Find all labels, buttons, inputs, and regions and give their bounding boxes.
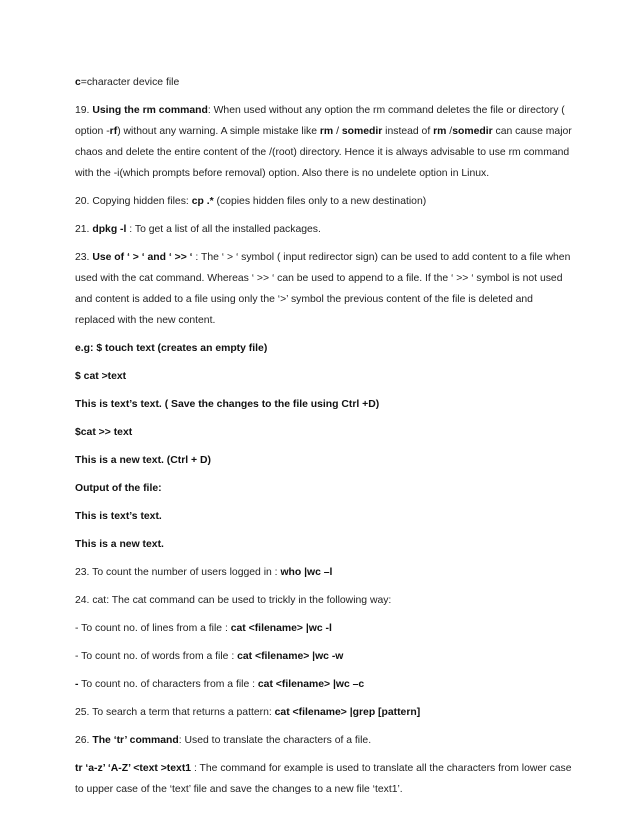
- text: 25. To search a term that returns a pattern:: [75, 707, 275, 718]
- list-item-count-lines: [75, 618, 575, 639]
- paragraph-19-rm-command: [75, 100, 575, 184]
- bold-text: c: [75, 77, 81, 88]
- example-cat-append: [75, 422, 575, 443]
- text: (copies hidden files only to a new destination): [213, 196, 427, 207]
- bold-text: somedir: [341, 126, 383, 137]
- text: 24. cat: The cat command can be used to trickly in the following way:: [75, 595, 392, 606]
- text: /: [446, 126, 453, 137]
- paragraph-21-dpkg: [75, 219, 575, 240]
- bold-text: Use of ‘ > ‘ and ‘ >> ‘: [92, 252, 193, 263]
- bold-text: rm: [433, 126, 447, 137]
- bold-text: cat <filename> |wc –c: [257, 679, 365, 690]
- bold-text: e.g: $ touch text (creates an empty file): [75, 343, 268, 354]
- output-line-1: [75, 506, 575, 527]
- text: : When used without any option the rm command deletes the file or directory ( option -: [75, 105, 565, 137]
- bold-text: This is text’s text.: [75, 511, 162, 522]
- text: 23.: [75, 252, 93, 263]
- bold-text: rm: [319, 126, 334, 137]
- bold-text: cat <filename> |wc -w: [237, 651, 344, 662]
- output-heading: [75, 478, 575, 499]
- example-cat-write: [75, 366, 575, 387]
- text: /: [333, 126, 342, 137]
- bold-text: cp .*: [191, 196, 214, 207]
- bold-text: -: [75, 679, 79, 690]
- paragraph-26-tr: [75, 730, 575, 751]
- text: : Used to translate the characters of a file.: [178, 735, 372, 746]
- text: 20. Copying hidden files:: [75, 196, 192, 207]
- text: 19.: [75, 105, 93, 116]
- bold-text: $ cat >text: [75, 371, 127, 382]
- bold-text: who |wc –l: [280, 567, 333, 578]
- bold-text: $cat >> text: [75, 427, 133, 438]
- paragraph-24-cat: [75, 590, 575, 611]
- bold-text: rf: [109, 126, 118, 137]
- bold-text: tr ‘a-z’ ‘A-Z’ <text >text1: [75, 763, 192, 774]
- bold-text: This is text’s text. ( Save the changes to the file using Ctrl +D): [75, 399, 380, 410]
- bold-text: This is a new text. (Ctrl + D): [75, 455, 211, 466]
- text: =character device file: [80, 77, 180, 88]
- paragraph-23-count-users: [75, 562, 575, 583]
- text: can cause major chaos and delete the entire content of the /(root) directory. Hence it is always advisable to use rm command with the -i(which prompts before removal) option. Also there is no undelete option in Linux.: [75, 126, 572, 179]
- paragraph-25-grep: [75, 702, 575, 723]
- bold-text: This is a new text.: [75, 539, 164, 550]
- bold-text: Using the rm command: [92, 105, 208, 116]
- text: 21.: [75, 224, 93, 235]
- text: - To count no. of lines from a file :: [75, 623, 231, 634]
- bold-text: The ‘tr’ command: [92, 735, 179, 746]
- text: - To count no. of words from a file :: [75, 651, 238, 662]
- text: : To get a list of all the installed packages.: [126, 224, 321, 235]
- bold-text: somedir: [452, 126, 493, 137]
- document-body: [75, 72, 575, 800]
- text: : The command for example is used to translate all the characters from lower case to upper case of the ‘text’ file and save the changes to a new file ‘text1’.: [75, 763, 572, 795]
- bold-text: cat <filename> |grep [pattern]: [274, 707, 421, 718]
- text: 26.: [75, 735, 93, 746]
- text: ) without any warning. A simple mistake like: [117, 126, 320, 137]
- paragraph-tr-example: [75, 758, 575, 800]
- text: 23. To count the number of users logged in :: [75, 567, 281, 578]
- text: To count no. of characters from a file :: [78, 679, 258, 690]
- bold-text: Output of the file:: [75, 483, 162, 494]
- text: instead of: [382, 126, 434, 137]
- list-item-count-words: [75, 646, 575, 667]
- paragraph-20-hidden-files: [75, 191, 575, 212]
- list-item-count-chars: [75, 674, 575, 695]
- example-text-2: [75, 450, 575, 471]
- paragraph-c-device: [75, 72, 575, 93]
- example-touch: [75, 338, 575, 359]
- output-line-2: [75, 534, 575, 555]
- text: : The ‘ > ‘ symbol ( input redirector sign) can be used to add content to a file when used with the cat command. Whereas ‘ >> ‘ can be used to append to a file. If the ‘ >> ‘ symbol is not used and content is added to a file using only the ‘>’ symbol the previous content of the file is deleted and replaced with the new content.: [75, 252, 571, 326]
- bold-text: cat <filename> |wc -l: [230, 623, 332, 634]
- paragraph-23-redirect: [75, 247, 575, 331]
- example-text-1: [75, 394, 575, 415]
- bold-text: dpkg -l: [92, 224, 127, 235]
